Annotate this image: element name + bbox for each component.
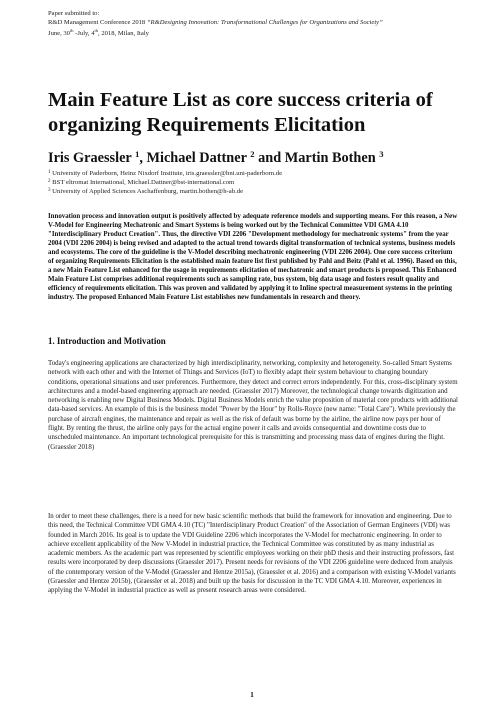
abstract: Innovation process and innovation output is positively affected by adequate reference models and supporting means. For this reason, a New V-Model for Engineering Mechatronic and Smart Systems is being worked out by the Technical Committee VDI GMA 4.10 "Interdisciplinary Product Creation". Thus, the directive VDI 2206 "Development methodology for mechatronic systems" from the year 2004 (VDI 2206 2004) is being revised and adapted to the actual trend towards digital transformation of technical systems, business models and ecosystems. The core of the guideline is the V-Model describing mechatronic engineering (VDI 2206 2004). One core success criterium of organizing Requirements Elicitation is the established main feature list first published by Pahl and Beitz (Pahl et al. 1996). Based on this, a new Main Feature List enhanced for the usage in requirements elicitation of mechatronic and smart products is proposed. This Enhanced Main Feature List comprises additional requirements such as sampling rate, bus system, big data usage and fosters result quality and efficiency of requirements elicitation. This was proven and validated by applying it to Inline spectral measurement systems in the printing industry. The proposed Enhanced Main Feature List establishes new fundamentals in research and theory. [48,213,458,302]
affiliation-text: BST eltromat International, Michael.Dattner@bst-international.com [50,178,235,186]
author-name: Martin Bothen [284,150,380,166]
author-separator: , [139,150,147,166]
section-heading: 1. Introduction and Motivation [48,336,166,346]
author-name: Michael Dattner [146,150,251,166]
affiliation-mark: 1 [48,170,51,175]
header-line-3 [48,27,383,39]
affiliation-text: University of Applied Sciences Aschaffenburg, martin.bothen@h-ab.de [50,187,244,195]
date-location: , 2018, Milan, Italy [98,30,149,38]
author-affiliation-mark: 3 [379,149,384,159]
affiliation-item [48,179,282,188]
header-line-2 [48,19,383,28]
author-affiliation-mark: 1 [135,149,140,159]
date-start: June, 30 [48,30,70,38]
header-line-1: Paper submitted to: [48,10,100,17]
page-number: 1 [250,690,254,699]
affiliation-text: University of Paderborn, Heinz Nixdorf Institute, iris.graessler@hni.uni-paderborn.de [50,170,283,177]
affiliation-item [48,188,282,197]
author-affiliation-mark: 2 [250,149,255,159]
body-paragraph: Today's engineering applications are characterized by high interdisciplinarity, networking, complexity and heterogeneity. So-called Smart Systems network with each other and with the Internet of Things and Services (IoT) to flexibly adapt their system behaviour to changing boundary conditions, operational situations and user preferences. Furthermore, they detect and correct errors independently. For this, cross-disciplinary system architectures and a model-based engineering approach are needed. (Graessler 2017) Moreover, the technological change towards digitization and networking is enabling new Digital Business Models. Digital Business Models enrich the value proposition of material core products with additional data-based services. An example of this is the business model "Power by the Hour" by Rolls-Royce (new name: "Total Care"). While previously the purchase of aircraft engines, the maintenance and repair as well as the risk of default was borne by the airline, the airline now pays per hour of flight. By renting the thrust, the airline only pays for the actual engine power it calls and avoids consequential and downtime costs due to unscheduled maintenance. An important technological prerequisite for this is transmitting and processing mass data of engines during the flight. (Graessler 2018) [48,360,458,451]
affiliation-item [48,170,282,179]
author-separator: and [254,150,285,166]
affiliation-mark: 2 [48,178,51,184]
conference-theme: “R&Designing Innovation: Transformational Challenges for Organizations and Society” [146,18,383,26]
author-name: Iris Graessler [48,150,136,166]
date-end-suffix: th [94,28,99,34]
submission-header [48,10,383,39]
date-start-suffix: th [69,28,74,34]
author-list [48,150,383,167]
affiliation-list [48,170,282,196]
date-end: -July, 4 [73,30,95,38]
affiliation-mark: 3 [48,187,51,193]
body-paragraph: In order to meet these challenges, there is a need for new basic scientific methods that build the framework for innovation and engineering. Due to this need, the Technical Committee VDI GMA 4.10 (TC) "Interdisciplinary Product Creation" of the Association of German Engineers (VDI) was founded in March 2016. Its goal is to update the VDI Guideline 2206 which incorporates the V-Model for mechatronic engineering. In order to achieve excellent applicability of the New V-Model in industrial practice, the Technical Committee was constituted by as many industrial as academic members. As the academic part was represented by scientific employees working on their phD thesis and their instructing professors, fast results were incorporated by deep discussions (Graessler 2017). Present needs for revisions of the VDI 2206 guideline were deduced from analysis of the contemporary version of the V-Model (Graessler and Hentze 2015a), (Graessler et al. 2016) and a comparison with existing V-Model variants (Graessler and Hentze 2015b), (Graessler et al. 2018) and built up the basis for discussion in the TC VDI GMA 4.10. Moreover, experiences in applying the V-Model in industrial practice as well as present research areas were considered. [48,513,456,595]
paper-title: Main Feature List as core success criteria of organizing Requirements Elicitation [48,89,433,136]
conference-name: R&D Management Conference 2018 [48,18,146,26]
